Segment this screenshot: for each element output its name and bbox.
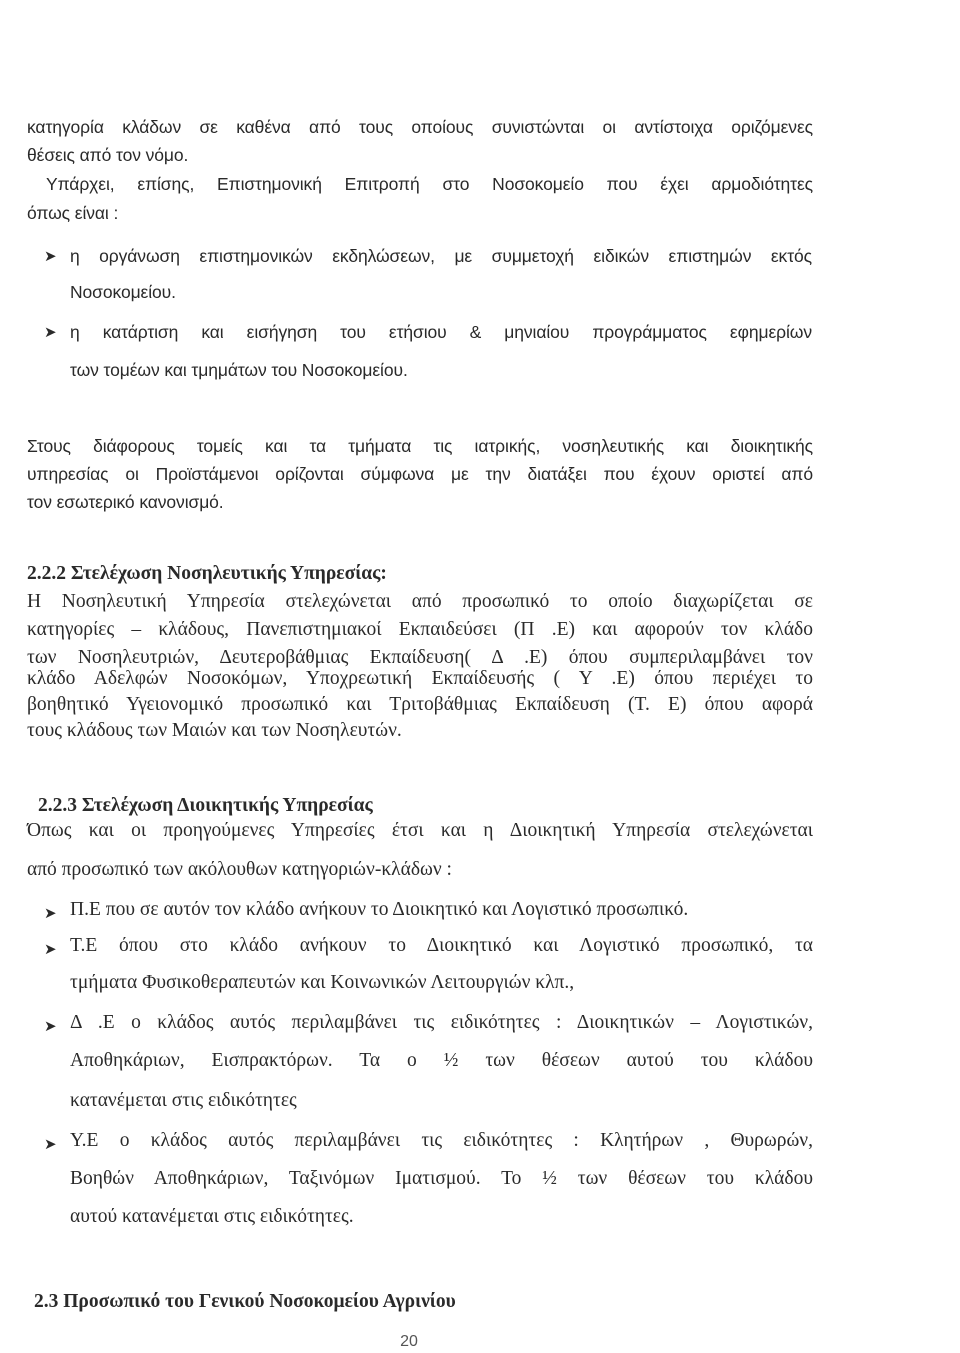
bullet-line: Βοηθών Αποθηκάριων, Ταξινόμων Ιματισμού. Το ½ των θέσεων του κλάδου <box>70 1168 813 1189</box>
bullet-line: κατανέμεται στις ειδικότητες <box>70 1090 297 1111</box>
arrow-bullet-icon: ➤ <box>44 940 57 958</box>
paragraph-line: των Νοσηλευτριών, Δευτεροβάθμιας Εκπαίδευση( Δ .Ε) όπου συμπεριλαμβάνει τον <box>27 647 813 668</box>
arrow-bullet-icon: ➤ <box>44 1135 57 1153</box>
bullet-line: η οργάνωση επιστημονικών εκδηλώσεων, με συμμετοχή ειδικών επιστημών εκτός <box>70 246 812 266</box>
section-heading: 2.2.2 Στελέχωση Νοσηλευτικής Υπηρεσίας: <box>27 563 387 584</box>
bullet-line: Αποθηκάριων, Εισπρακτόρων. Τα ο ½ των θέσεων αυτού του κλάδου <box>70 1050 813 1071</box>
bullet-line: Νοσοκομείου. <box>70 282 176 302</box>
paragraph-line: Η Νοσηλευτική Υπηρεσία στελεχώνεται από προσωπικό το οποίο διαχωρίζεται σε <box>27 591 813 612</box>
paragraph-line: από προσωπικό των ακόλουθων κατηγοριών-κλάδων : <box>27 859 452 880</box>
paragraph-line: Στους διάφορους τομείς και τα τμήματα τις ιατρικής, νοσηλευτικής και διοικητικής <box>27 436 813 456</box>
paragraph-line: όπως είναι : <box>27 203 119 223</box>
paragraph-line: Υπάρχει, επίσης, Επιστημονική Επιτροπή στο Νοσοκομείο που έχει αρμοδιότητες <box>46 174 813 194</box>
bullet-line: των τομέων και τμημάτων του Νοσοκομείου. <box>70 360 408 380</box>
bullet-line: Υ.Ε ο κλάδος αυτός περιλαμβάνει τις ειδικότητες : Κλητήρων , Θυρωρών, <box>70 1130 813 1151</box>
bullet-line: αυτού κατανέμεται στις ειδικότητες. <box>70 1206 354 1227</box>
section-heading: 2.3 Προσωπικό του Γενικού Νοσοκομείου Αγρινίου <box>34 1291 456 1312</box>
paragraph-line: κατηγορίες – κλάδους, Πανεπιστημιακοί Εκπαιδεύσει (Π .Ε) και αφορούν τον κλάδο <box>27 619 813 640</box>
arrow-bullet-icon: ➤ <box>44 1017 57 1035</box>
paragraph-line: τους κλάδους των Μαιών και των Νοσηλευτών. <box>27 720 402 741</box>
bullet-line: Π.Ε που σε αυτόν τον κλάδο ανήκουν το Διοικητικό και Λογιστικό προσωπικό. <box>70 899 689 920</box>
paragraph-line: βοηθητικό Υγειονομικό προσωπικό και Τριτοβάθμιας Εκπαίδευση (Τ. Ε) όπου αφορά <box>27 694 813 715</box>
bullet-line: Τ.Ε όπου στο κλάδο ανήκουν το Διοικητικό και Λογιστικό προσωπικό, τα <box>70 935 813 956</box>
arrow-bullet-icon: ➤ <box>44 323 57 341</box>
section-heading: 2.2.3 Στελέχωση Διοικητικής Υπηρεσίας <box>38 795 373 816</box>
bullet-line: η κατάρτιση και εισήγηση του ετήσιου & μηνιαίου προγράμματος εφημερίων <box>70 322 812 342</box>
paragraph-line: κλάδο Αδελφών Νοσοκόμων, Υποχρεωτική Εκπαίδευσής ( Υ .Ε) όπου περιέχει το <box>27 668 813 689</box>
paragraph-line: κατηγορία κλάδων σε καθένα από τους οποίους συνιστώνται οι αντίστοιχα οριζόμενες <box>27 117 813 137</box>
paragraph-line: υπηρεσίας οι Προϊστάμενοι ορίζονται σύμφωνα με την διατάξει που έχουν οριστεί από <box>27 464 813 484</box>
page-number: 20 <box>400 1333 418 1350</box>
paragraph-line: θέσεις από τον νόμο. <box>27 145 189 165</box>
bullet-line: τμήματα Φυσικοθεραπευτών και Κοινωνικών Λειτουργιών κλπ., <box>70 972 575 993</box>
paragraph-line: τον εσωτερικό κανονισμό. <box>27 492 224 512</box>
arrow-bullet-icon: ➤ <box>44 247 57 265</box>
bullet-line: Δ .Ε ο κλάδος αυτός περιλαμβάνει τις ειδικότητες : Διοικητικών – Λογιστικών, <box>70 1012 813 1033</box>
paragraph-line: Όπως και οι προηγούμενες Υπηρεσίες έτσι και η Διοικητική Υπηρεσία στελεχώνεται <box>27 820 813 841</box>
arrow-bullet-icon: ➤ <box>44 904 57 922</box>
